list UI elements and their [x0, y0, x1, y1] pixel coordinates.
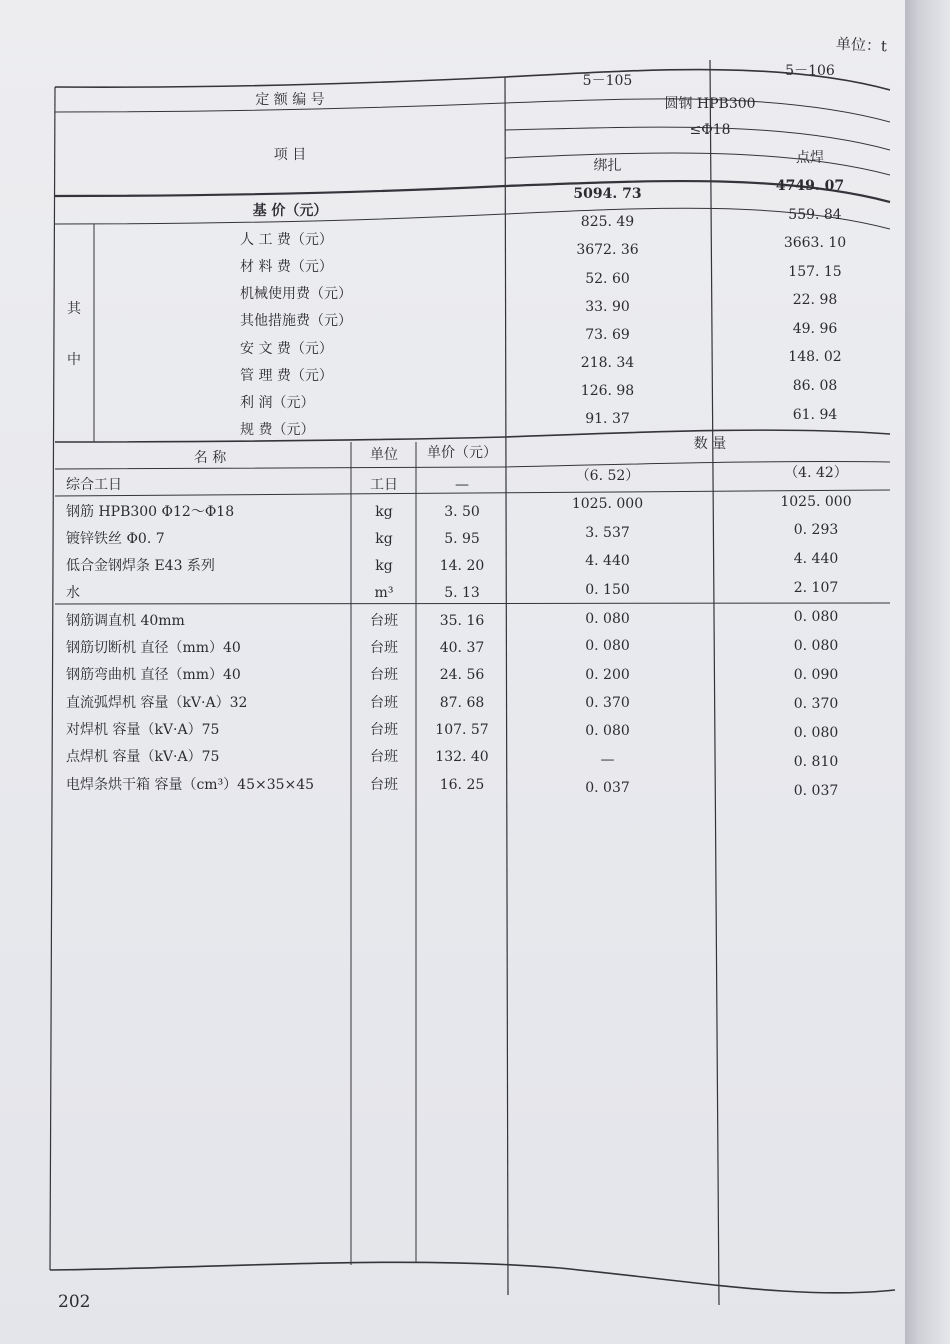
- resource-qty-5-105: 0. 080: [585, 638, 630, 654]
- resource-qty-5-105: 1025. 000: [571, 496, 644, 512]
- diameter-spec: ≤Φ18: [689, 122, 731, 138]
- unit-label: 单位：t: [835, 34, 888, 56]
- base-price-5-105: 5094. 73: [573, 186, 642, 202]
- resource-unit: 工日: [370, 477, 398, 493]
- resource-qty-5-106: 0. 080: [793, 609, 839, 625]
- resource-name: 水: [66, 585, 80, 601]
- resource-qty-5-106: 4. 440: [793, 551, 839, 567]
- resource-qty-5-106: 0. 037: [793, 783, 839, 799]
- resource-name: 钢筋切断机 直径（mm）40: [66, 640, 241, 656]
- resource-name: 电焊条烘干箱 容量（cm³）45×35×45: [66, 777, 315, 793]
- page-number: 202: [58, 1292, 91, 1312]
- resource-name: 点焊机 容量（kV·A）75: [66, 749, 220, 765]
- code-5-105: 5－105: [582, 73, 633, 89]
- breakdown-v1: 825. 49: [580, 214, 635, 230]
- resource-name: 低合金钢焊条 E43 系列: [66, 558, 215, 574]
- group-label-zhong: 中: [67, 352, 81, 368]
- resource-price: 24. 56: [439, 667, 485, 683]
- breakdown-label: 其他措施费（元）: [240, 313, 352, 329]
- resource-price: 14. 20: [439, 558, 485, 574]
- item-label: 项 目: [273, 147, 307, 163]
- resource-qty-5-106: 1025. 000: [780, 494, 852, 510]
- code-label: 定 额 编 号: [255, 92, 325, 108]
- material-spec: 圆钢 HPB300: [664, 96, 756, 112]
- resource-name: 钢筋弯曲机 直径（mm）40: [66, 667, 241, 683]
- breakdown-v1: 52. 60: [585, 271, 630, 287]
- breakdown-v1: 126. 98: [580, 383, 635, 399]
- resource-unit: 台班: [370, 749, 398, 765]
- resource-price: 35. 16: [439, 613, 485, 629]
- breakdown-label: 机械使用费（元）: [240, 286, 352, 302]
- resource-price: 107. 57: [435, 722, 489, 738]
- resource-name: 对焊机 容量（kV·A）75: [66, 722, 220, 738]
- method-binding: 绑扎: [593, 158, 622, 174]
- resource-qty-5-106: 0. 370: [793, 696, 839, 712]
- breakdown-v2: 61. 94: [792, 407, 838, 423]
- resource-price: 87. 68: [439, 695, 485, 711]
- resource-qty-5-105: 3. 537: [585, 525, 630, 541]
- base-price-5-106: 4749. 07: [775, 178, 845, 194]
- resource-qty-5-105: —: [600, 752, 615, 768]
- breakdown-v1: 91. 37: [585, 411, 630, 427]
- resource-name: 钢筋调直机 40mm: [66, 613, 185, 629]
- breakdown-v2: 86. 08: [792, 378, 838, 394]
- resource-qty-5-105: 0. 080: [585, 611, 630, 627]
- breakdown-v1: 73. 69: [585, 327, 630, 343]
- breakdown-v1: 33. 90: [585, 299, 630, 315]
- breakdown-label: 管 理 费（元）: [240, 368, 333, 384]
- resource-name: 镀锌铁丝 Φ0. 7: [66, 531, 165, 547]
- breakdown-v2: 157. 15: [788, 264, 842, 280]
- resource-name: 综合工日: [66, 477, 122, 493]
- breakdown-v1: 3672. 36: [576, 242, 639, 258]
- resource-price: 5. 13: [444, 585, 480, 601]
- book-spine-shadow: [905, 0, 950, 1344]
- resource-unit: kg: [375, 504, 393, 520]
- resource-qty-5-106: 2. 107: [793, 580, 839, 596]
- resource-price: 3. 50: [444, 504, 480, 520]
- resource-unit: 台班: [370, 640, 398, 656]
- breakdown-label: 人 工 费（元）: [240, 232, 333, 248]
- resource-qty-5-105: 0. 080: [585, 723, 630, 739]
- breakdown-v1: 218. 34: [580, 355, 635, 371]
- column-header-qty: 数 量: [693, 436, 727, 452]
- resource-qty-5-106: （4. 42）: [784, 465, 848, 481]
- column-header-unit: 单位: [370, 447, 398, 463]
- base-price-label: 基 价（元）: [252, 203, 328, 219]
- resource-qty-5-105: 0. 037: [585, 780, 630, 796]
- breakdown-v2: 148. 02: [788, 349, 842, 365]
- resource-unit: kg: [375, 531, 393, 547]
- resource-price: —: [455, 477, 469, 493]
- resource-name: 直流弧焊机 容量（kV·A）32: [66, 695, 248, 711]
- resource-qty-5-105: （6. 52）: [575, 468, 640, 484]
- resource-qty-5-106: 0. 090: [793, 667, 839, 683]
- resource-price: 5. 95: [444, 531, 480, 547]
- breakdown-label: 安 文 费（元）: [240, 341, 333, 357]
- breakdown-v2: 3663. 10: [783, 235, 847, 251]
- resource-price: 40. 37: [439, 640, 485, 656]
- resource-qty-5-106: 0. 080: [793, 725, 839, 741]
- breakdown-label: 利 润（元）: [240, 395, 315, 411]
- group-label-qi: 其: [67, 301, 81, 317]
- resource-unit: kg: [375, 558, 393, 574]
- resource-qty-5-105: 4. 440: [585, 553, 630, 569]
- resource-qty-5-105: 0. 150: [585, 582, 630, 598]
- method-spot-weld: 点焊: [796, 150, 824, 166]
- breakdown-v2: 22. 98: [792, 292, 838, 308]
- resource-unit: 台班: [370, 777, 398, 793]
- resource-unit: 台班: [370, 722, 398, 738]
- resource-unit: 台班: [370, 613, 398, 629]
- breakdown-v2: 49. 96: [792, 321, 838, 337]
- resource-unit: 台班: [370, 667, 398, 683]
- resource-price: 16. 25: [439, 777, 485, 793]
- column-header-price: 单价（元）: [427, 445, 497, 461]
- resource-qty-5-105: 0. 370: [585, 695, 630, 711]
- resource-qty-5-106: 0. 810: [793, 754, 839, 770]
- breakdown-v2: 559. 84: [788, 207, 842, 223]
- resource-qty-5-106: 0. 293: [793, 522, 839, 538]
- resource-unit: 台班: [370, 695, 398, 711]
- column-header-name: 名 称: [193, 450, 227, 466]
- breakdown-label: 材 料 费（元）: [240, 259, 333, 275]
- resource-price: 132. 40: [435, 749, 489, 765]
- resource-qty-5-106: 0. 080: [793, 638, 839, 654]
- resource-unit: m³: [374, 585, 394, 601]
- breakdown-label: 规 费（元）: [240, 422, 315, 438]
- resource-qty-5-105: 0. 200: [585, 667, 630, 683]
- resource-name: 钢筋 HPB300 Φ12～Φ18: [66, 504, 235, 520]
- code-5-106: 5－106: [785, 63, 835, 79]
